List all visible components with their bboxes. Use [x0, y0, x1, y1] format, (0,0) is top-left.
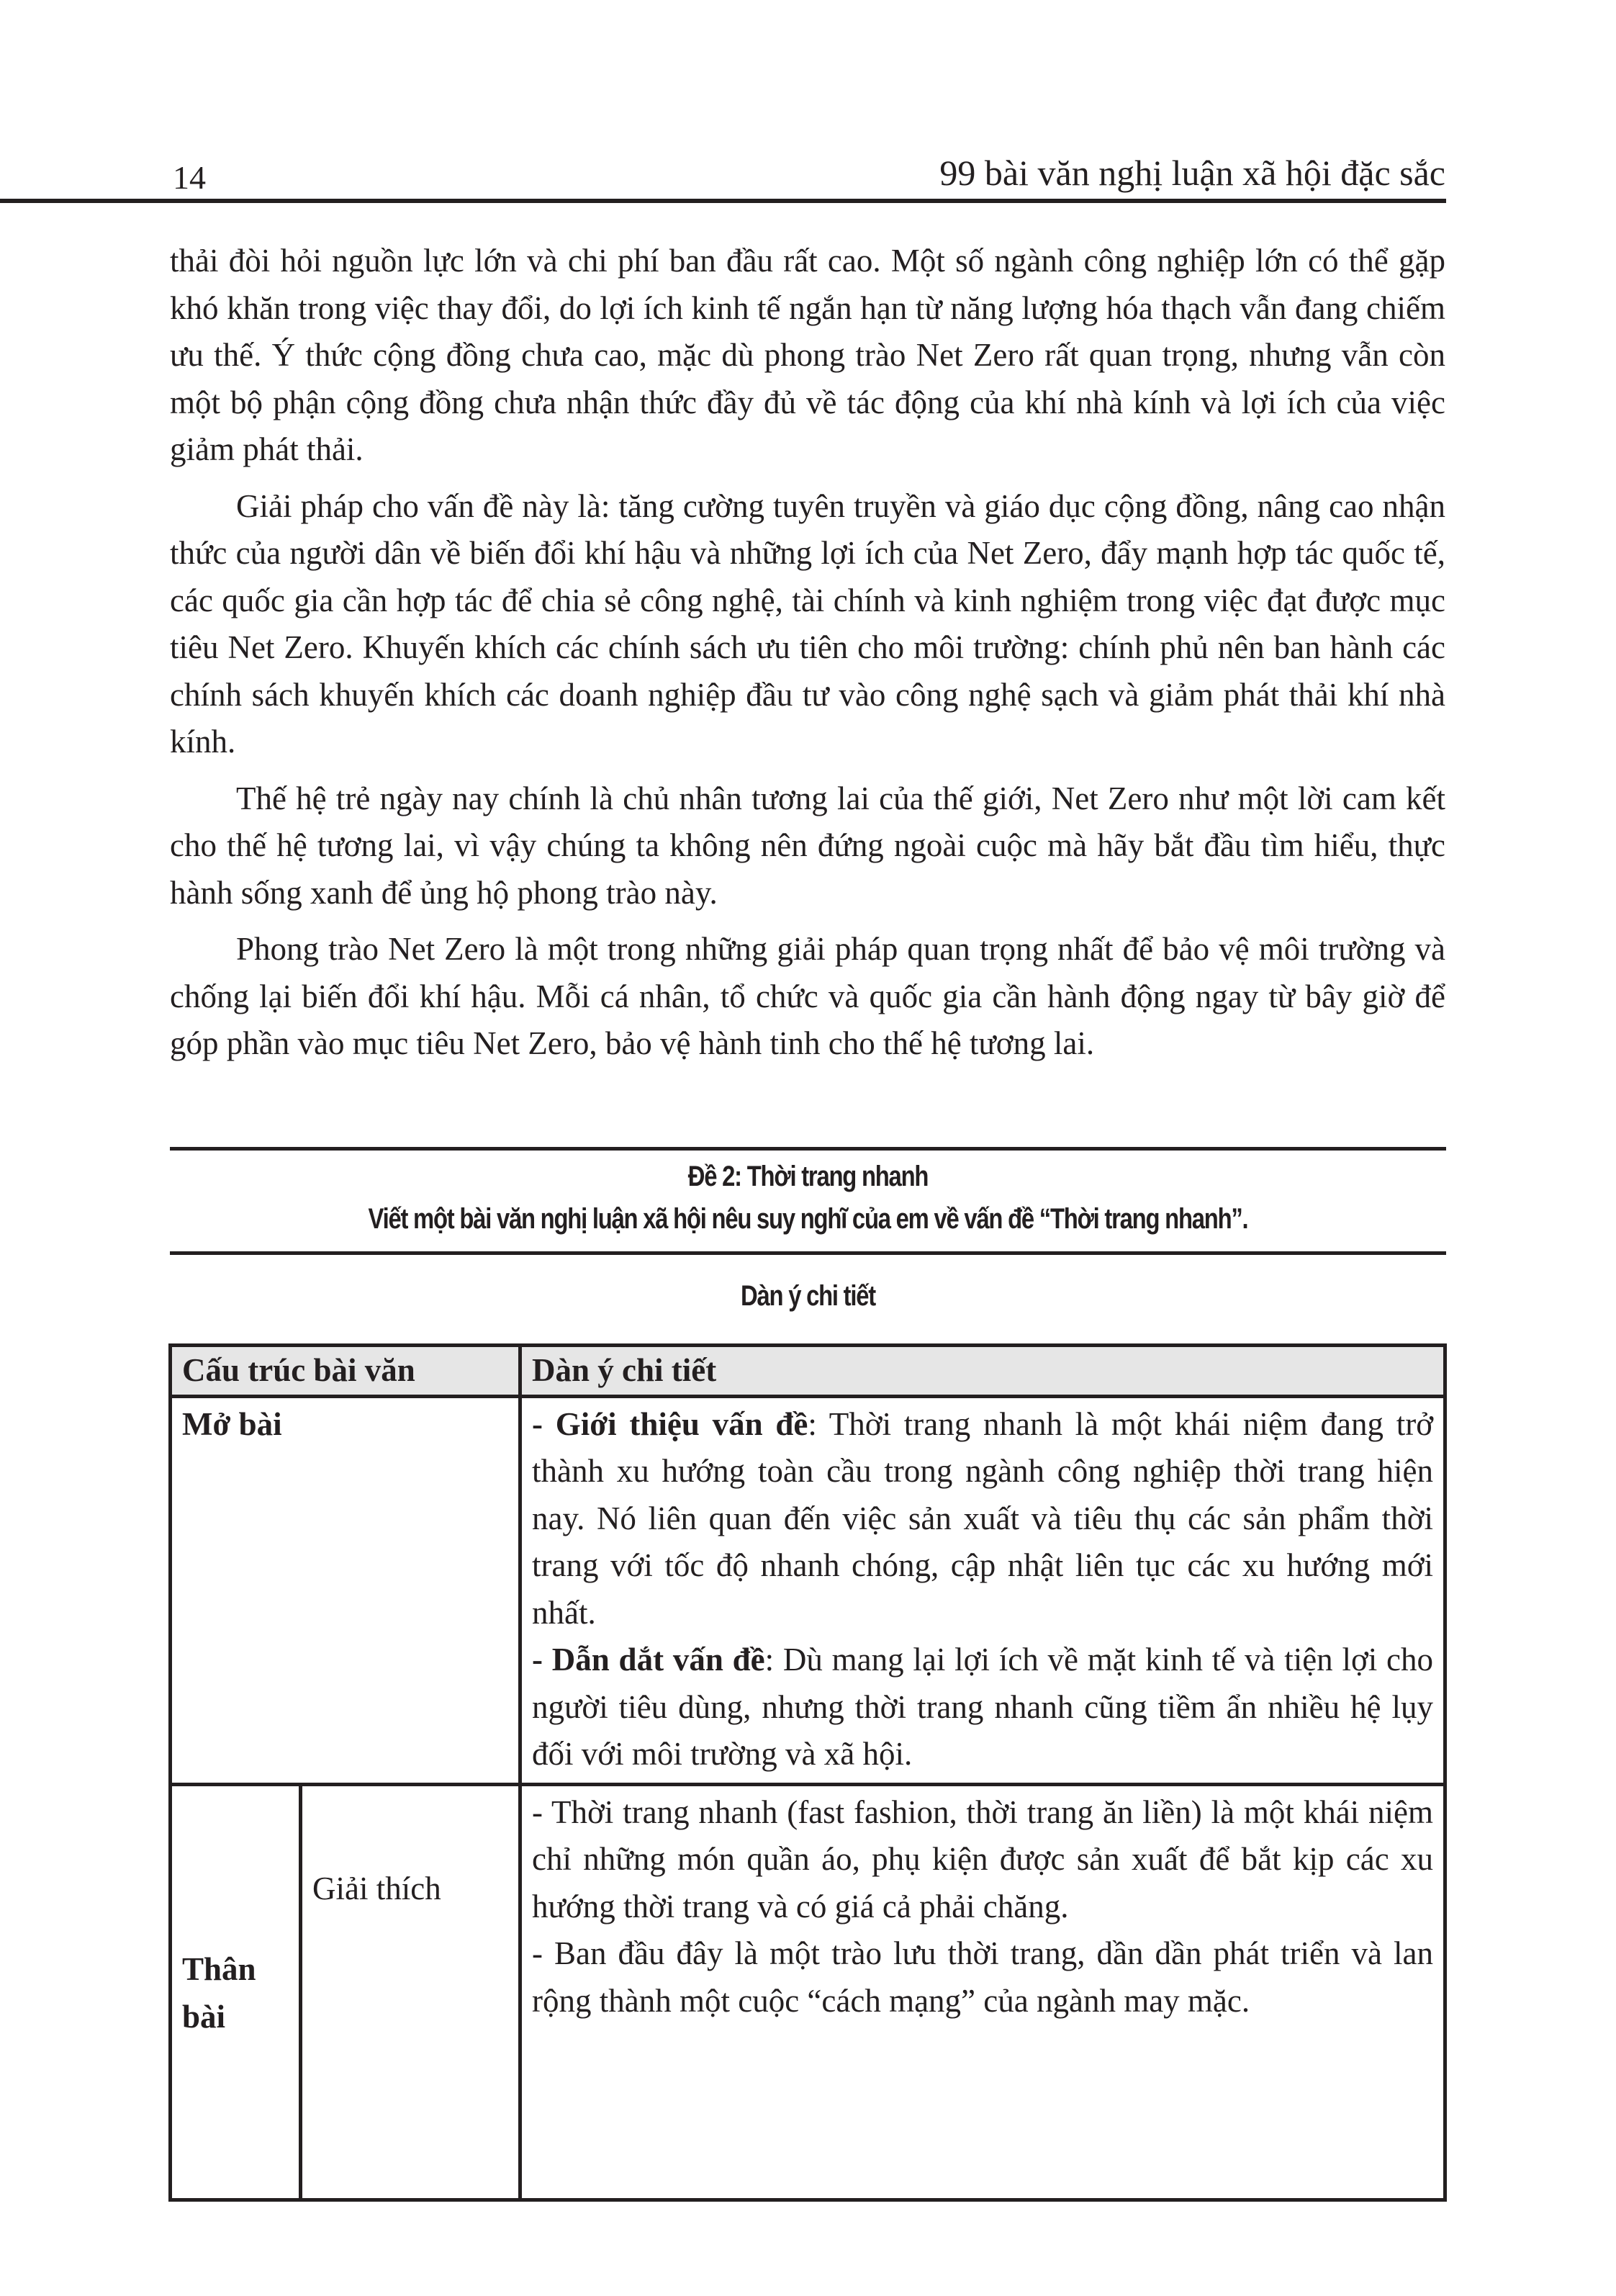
topic-bottom-divider	[170, 1251, 1446, 1255]
paragraph: Giải pháp cho vấn đề này là: tăng cường tuyên truyền và giáo dục cộng đồng, nâng cao nhận thức của người dân về biến đổi khí hậu và những lợi ích của Net Zero, đẩy mạnh hợp tác quốc tế, các quốc gia cần hợp tác để chia sẻ công nghệ, tài chính và kinh nghiệm trong việc đạt được mục tiêu Net Zero. Khuyến khích các chính sách ưu tiên cho môi trường: chính phủ nên ban hành các chính sách khuyến khích các doanh nghiệp đầu tư vào công nghệ sạch và giảm phát thải khí nhà kính.	[170, 487, 1445, 760]
table-row	[171, 1396, 1445, 1784]
detail-cell	[520, 1784, 1445, 2200]
body-text	[170, 238, 1445, 1077]
column-header-structure: Cấu trúc bài văn	[171, 1346, 520, 1397]
outline-table	[168, 1343, 1447, 2202]
detail-item-label: - Dẫn dắt vấn đề	[532, 1642, 765, 1678]
detail-item	[532, 1637, 1433, 1778]
topic-prompt: Viết một bài văn nghị luận xã hội nêu suy nghĩ của em về vấn đề “Thời trang nhanh”.	[368, 1203, 1248, 1235]
column-header-detail: Dàn ý chi tiết	[520, 1346, 1445, 1397]
topic-top-divider	[170, 1147, 1446, 1151]
detail-item: - Ban đầu đây là một trào lưu thời trang, dần dần phát triển và lan rộng thành một cuộc “cách mạng” của ngành may mặc.	[532, 1935, 1433, 2019]
section-cell: Mở bài	[171, 1396, 520, 1784]
table-row	[171, 1784, 1445, 2200]
header-divider	[0, 199, 1446, 203]
table-header-row	[171, 1346, 1445, 1397]
detail-item-text: : Thời trang nhanh là một khái niệm đang trở thành xu hướng toàn cầu trong ngành công nghiệp thời trang hiện nay. Nó liên quan đến việc sản xuất và tiêu thụ các sản phẩm thời trang với tốc độ nhanh chóng, cập nhật liên tục các xu hướng mới nhất.	[532, 1405, 1433, 1631]
detail-cell	[520, 1396, 1445, 1784]
paragraph: thải đòi hỏi nguồn lực lớn và chi phí ban đầu rất cao. Một số ngành công nghiệp lớn có thể gặp khó khăn trong việc thay đổi, do lợi ích kinh tế ngắn hạn từ năng lượng hóa thạch vẫn đang chiếm ưu thế. Ý thức cộng đồng chưa cao, mặc dù phong trào Net Zero rất quan trọng, nhưng vẫn còn một bộ phận cộng đồng chưa nhận thức đầy đủ về tác động của khí nhà kính và lợi ích của việc giảm phát thải.	[170, 243, 1445, 467]
detail-item	[532, 1401, 1433, 1637]
detail-item-text: : Dù mang lại lợi ích về mặt kinh tế và tiện lợi cho người tiêu dùng, nhưng thời trang nhanh cũng tiềm ẩn nhiều hệ lụy đối với môi trường và xã hội.	[532, 1642, 1433, 1772]
detail-item-label: - Giới thiệu vấn đề	[532, 1405, 808, 1442]
running-book-title: 99 bài văn nghị luận xã hội đặc sắc	[939, 153, 1445, 193]
page-number: 14	[173, 159, 206, 196]
paragraph: Phong trào Net Zero là một trong những giải pháp quan trọng nhất để bảo vệ môi trường và chống lại biến đổi khí hậu. Mỗi cá nhân, tổ chức và quốc gia cần hành động ngay từ bây giờ để góp phần vào mục tiêu Net Zero, bảo vệ hành tinh cho thế hệ tương lai.	[170, 931, 1445, 1061]
section-cell: Thân bài	[171, 1784, 301, 2200]
subsection-cell: Giải thích	[301, 1784, 520, 2200]
detail-item: - Thời trang nhanh (fast fashion, thời trang ăn liền) là một khái niệm chỉ những món quần áo, phụ kiện được sản xuất để bắt kịp các xu hướng thời trang và có giá cả phải chăng.	[532, 1793, 1433, 1924]
paragraph: Thế hệ trẻ ngày nay chính là chủ nhân tương lai của thế giới, Net Zero như một lời cam kết cho thế hệ tương lai, vì vậy chúng ta không nên đứng ngoài cuộc mà hãy bắt đầu tìm hiểu, thực hành sống xanh để ủng hộ phong trào này.	[170, 780, 1445, 911]
topic-title: Đề 2: Thời trang nhanh	[687, 1161, 929, 1192]
outline-heading: Dàn ý chi tiết	[741, 1280, 875, 1312]
